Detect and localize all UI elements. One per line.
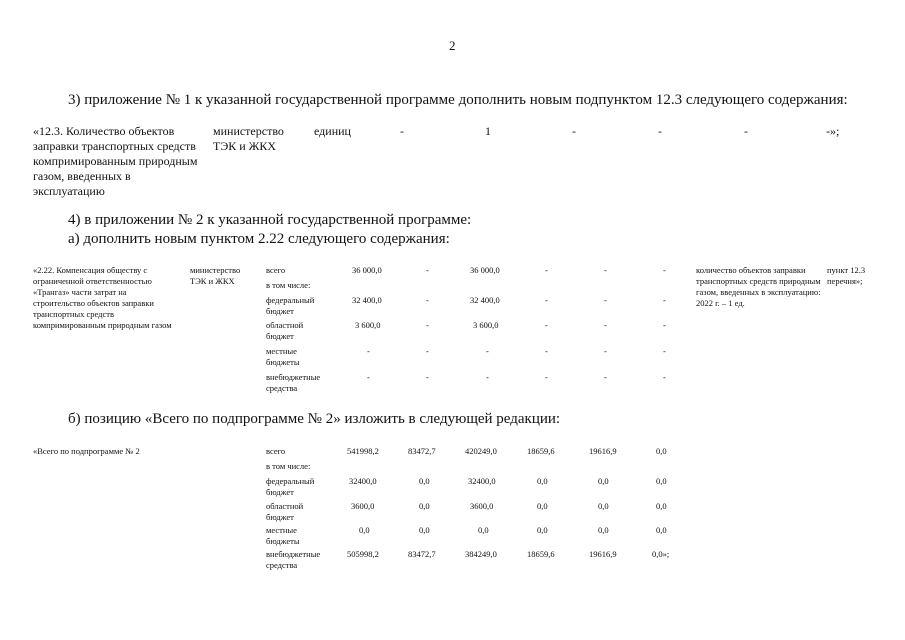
cell-value: - <box>545 295 548 305</box>
cell-value: 3600,0 <box>470 501 494 511</box>
row-label: местные бюджеты <box>266 346 300 367</box>
cell-value: 0,0 <box>656 446 667 456</box>
cell-value: 3 600,0 <box>355 320 381 330</box>
cell-value: 0,0 <box>598 525 609 535</box>
cell-value: - <box>604 320 607 330</box>
cell-value: 0,0 <box>537 476 548 486</box>
cell-value: - <box>426 295 429 305</box>
row-label: внебюджетные средства <box>266 549 321 570</box>
item3-value: - <box>572 124 576 138</box>
cell-value: - <box>426 346 429 356</box>
cell-value: - <box>604 265 607 275</box>
cell-value: - <box>604 295 607 305</box>
cell-value: - <box>486 372 489 382</box>
cell-value: 0,0»; <box>652 549 670 559</box>
cell-value: 0,0 <box>359 525 370 535</box>
row-label: всего <box>266 446 286 456</box>
row-label: местные бюджеты <box>266 525 300 546</box>
item3-value: - <box>400 124 404 138</box>
cell-value: 83472,7 <box>408 549 436 559</box>
cell-value: 0,0 <box>478 525 489 535</box>
item3-value: - <box>658 124 662 138</box>
cell-value: - <box>486 346 489 356</box>
table-b-name: «Всего по подпрограмме № 2 <box>33 446 140 456</box>
row-label: областной бюджет <box>266 320 304 341</box>
row-label: в том числе: <box>266 461 311 471</box>
cell-value: - <box>663 372 666 382</box>
cell-value: 0,0 <box>537 525 548 535</box>
item4-sub-b: б) позицию «Всего по подпрограмме № 2» изложить в следующей редакции: <box>68 411 561 427</box>
item3-value: -»; <box>826 124 840 138</box>
table-a-ministry: министерство ТЭК и ЖКХ <box>190 265 241 286</box>
cell-value: 0,0 <box>419 525 430 535</box>
cell-value: - <box>604 372 607 382</box>
row-label: федеральный бюджет <box>266 295 315 316</box>
cell-value: 0,0 <box>656 476 667 486</box>
cell-value: 505998,2 <box>347 549 379 559</box>
cell-value: 0,0 <box>537 501 548 511</box>
cell-value: 36 000,0 <box>352 265 382 275</box>
item4-heading: 4) в приложении № 2 к указанной государственной программе: <box>68 212 472 228</box>
cell-value: 0,0 <box>598 476 609 486</box>
row-label: федеральный бюджет <box>266 476 315 497</box>
row-label: в том числе: <box>266 280 311 290</box>
cell-value: - <box>663 320 666 330</box>
cell-value: - <box>367 346 370 356</box>
cell-value: 541998,2 <box>347 446 379 456</box>
cell-value: 18659,6 <box>527 446 555 456</box>
item3-unit: единиц <box>314 124 351 138</box>
cell-value: 0,0 <box>419 501 430 511</box>
cell-value: 36 000,0 <box>470 265 500 275</box>
cell-value: - <box>604 346 607 356</box>
cell-value: 32400,0 <box>468 476 496 486</box>
page-number: 2 <box>449 38 456 53</box>
item4-sub-a: а) дополнить новым пунктом 2.22 следующего содержания: <box>68 231 450 247</box>
table-a-name: «2.22. Компенсация обществу с ограниченной ответственностью «Трангаз» части затрат на строительство объектов заправки транспортных средств компримированным природным газом <box>33 265 172 330</box>
cell-value: 384249,0 <box>465 549 497 559</box>
cell-value: 32 400,0 <box>352 295 382 305</box>
cell-value: - <box>426 320 429 330</box>
cell-value: 0,0 <box>656 501 667 511</box>
row-label: всего <box>266 265 286 275</box>
cell-value: 0,0 <box>419 476 430 486</box>
cell-value: - <box>545 372 548 382</box>
cell-value: 18659,6 <box>527 549 555 559</box>
item3-ministry: министерство ТЭК и ЖКХ <box>213 124 284 153</box>
cell-value: - <box>545 320 548 330</box>
row-label: областной бюджет <box>266 501 304 522</box>
cell-value: 32 400,0 <box>470 295 500 305</box>
item3-name: «12.3. Количество объектов заправки транспортных средств компримированным природным газом, введенных в эксплуатацию <box>33 124 198 198</box>
cell-value: - <box>545 265 548 275</box>
cell-value: - <box>663 295 666 305</box>
cell-value: 0,0 <box>656 525 667 535</box>
cell-value: - <box>545 346 548 356</box>
cell-value: 19616,9 <box>589 446 617 456</box>
cell-value: 32400,0 <box>349 476 377 486</box>
cell-value: 3 600,0 <box>473 320 499 330</box>
cell-value: 420249,0 <box>465 446 497 456</box>
table-a-ref: пункт 12.3 перечня»; <box>827 265 866 286</box>
cell-value: - <box>426 372 429 382</box>
cell-value: 19616,9 <box>589 549 617 559</box>
cell-value: - <box>367 372 370 382</box>
cell-value: 83472,7 <box>408 446 436 456</box>
cell-value: 0,0 <box>598 501 609 511</box>
cell-value: 3600,0 <box>351 501 375 511</box>
cell-value: - <box>663 346 666 356</box>
row-label: внебюджетные средства <box>266 372 321 393</box>
item3-value: - <box>744 124 748 138</box>
item3-heading: 3) приложение № 1 к указанной государственной программе дополнить новым подпунктом 12.3 следующего содержания: <box>68 92 848 108</box>
table-a-indicator: количество объектов заправки транспортных средств природным газом, введенных в эксплуатацию: 2022 г. – 1 ед. <box>696 265 821 308</box>
cell-value: - <box>426 265 429 275</box>
item3-value: 1 <box>485 124 491 138</box>
cell-value: - <box>663 265 666 275</box>
